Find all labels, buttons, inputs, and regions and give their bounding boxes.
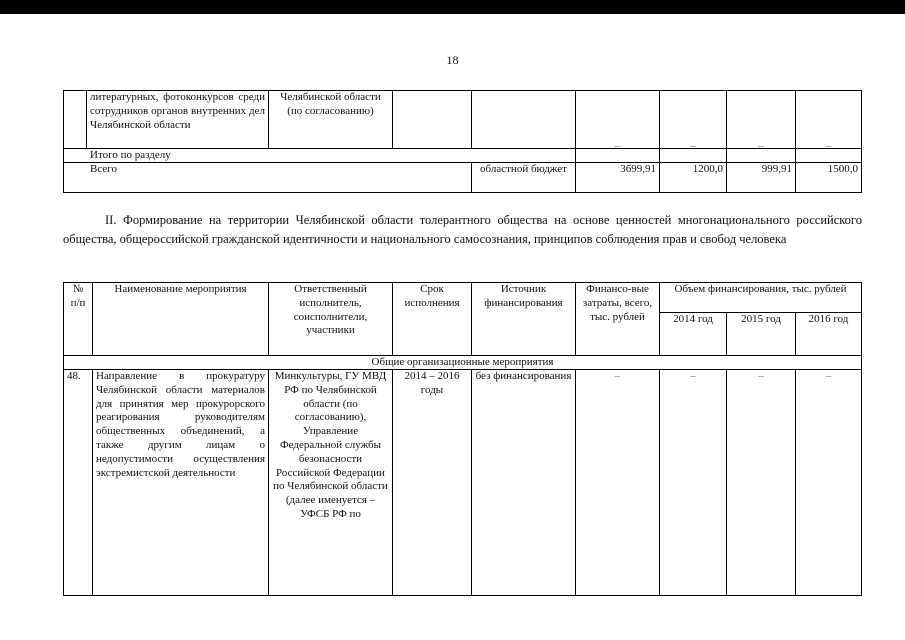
header-2014: 2014 год [660,313,727,356]
subtotal-label: Итого по разделу [64,149,576,163]
header-num: № п/п [64,283,93,356]
row-2014: – [660,370,727,596]
subtotal-costs: – [576,149,660,163]
row-costs: – [576,370,660,596]
header-name: Наименование мероприятия [93,283,269,356]
subtotal-2015: – [727,149,796,163]
source-cell [472,91,576,149]
total-label: Всего [64,163,472,193]
subtotal-2016: – [796,149,862,163]
subtotal-row [64,149,862,163]
responsible-cell: Челябинской области (по согласованию) [269,91,393,149]
event-name-cell: литературных, фотоконкурсов среди сотрудников органов внутренних дел Челябинской области [87,91,269,149]
row-2016: – [796,370,862,596]
total-costs: 3699,91 [576,163,660,193]
events-table [63,282,862,596]
continuation-table [63,90,862,193]
total-2016: 1500,0 [796,163,862,193]
total-2015: 999,91 [727,163,796,193]
header-costs: Финансо-вые затраты, всего, тыс. рублей [576,283,660,356]
total-row [64,163,862,193]
header-source: Источник финансирования [472,283,576,356]
row-name: Направление в прокуратуру Челябинской области материалов для принятия мер прокурорского реагирования руководителям общественных объединений, а также другим лицам о недопустимости осуществления экстремистской деятельности [93,370,269,596]
header-2016: 2016 год [796,313,862,356]
subtotal-2014: – [660,149,727,163]
table-row [64,370,862,596]
row-2015: – [727,370,796,596]
section-title: II. Формирование на территории Челябинской области толерантного общества на основе ценностей многонационального российского общества, общероссийской гражданской идентичности и национального самосознания, принципов соблюдения прав и свобод человека [63,213,862,246]
total-2014: 1200,0 [660,163,727,193]
num-cell [64,91,87,149]
row-num: 48. [64,370,93,596]
total-source: областной бюджет [472,163,576,193]
row-responsible: Минкультуры, ГУ МВД РФ по Челябинской области (по согласованию), Управление Федеральной службы безопасности Российской Федерации по Челябинской области (далее именуется – УФСБ РФ по [269,370,393,596]
header-2015: 2015 год [727,313,796,356]
term-cell [393,91,472,149]
group-row [64,356,862,370]
row-source: без финансирования [472,370,576,596]
group-title: Общие организационные мероприятия [64,356,862,370]
table-row [64,91,862,149]
page-number: 18 [446,53,459,67]
header-funding: Объем финансирования, тыс. рублей [660,283,862,313]
scan-top-border [0,0,905,14]
row-term: 2014 – 2016 годы [393,370,472,596]
header-responsible: Ответственный исполнитель, соисполнители, участники [269,283,393,356]
header-term: Срок исполнения [393,283,472,356]
header-row [64,283,862,313]
